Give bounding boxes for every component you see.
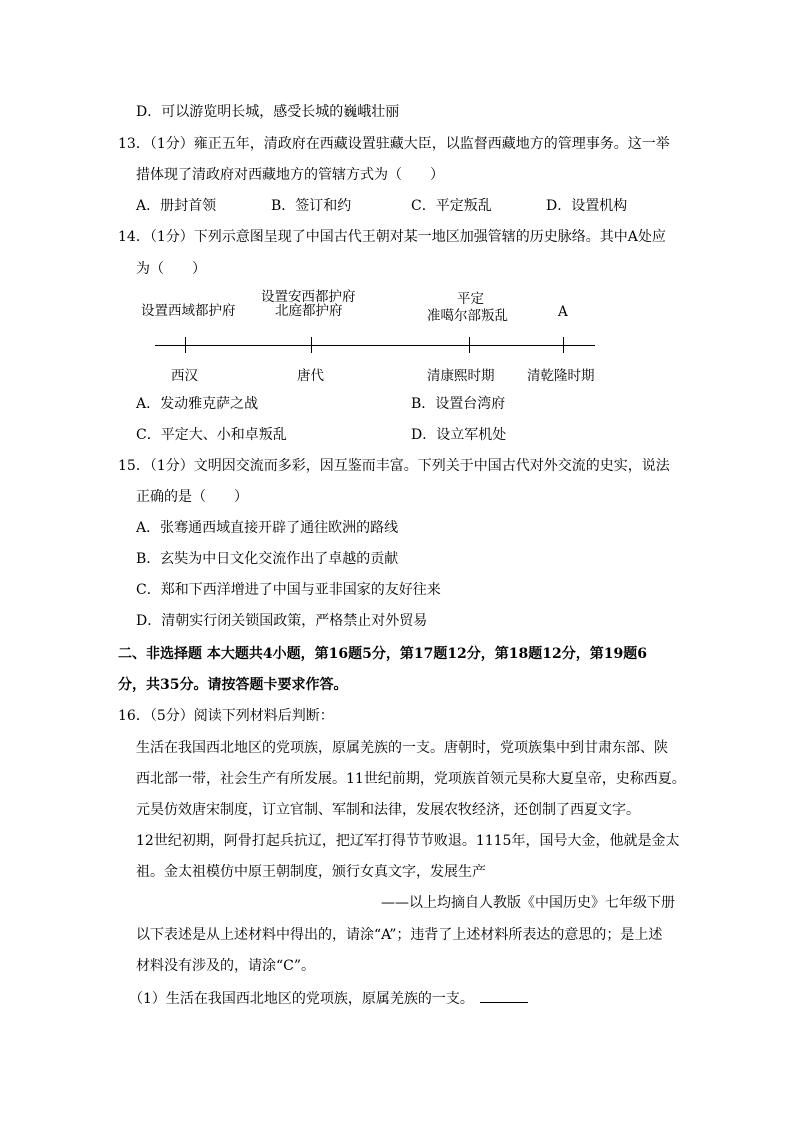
- q13-option-b: B．签订和约: [271, 198, 352, 214]
- timeline-tick-2: [311, 337, 312, 353]
- q16-material1-line3: 元昊仿效唐宋制度，订立官制、军制和法律，发展农牧经济，还创制了西夏文字。: [136, 802, 640, 818]
- q15-option-c: C．郑和下西洋增进了中国与亚非国家的友好往来: [136, 582, 441, 598]
- q16-material2-line1: 12世纪初期，阿骨打起兵抗辽，把辽军打得节节败退。1115年，国号大金，他就是金太: [136, 833, 680, 849]
- q13-stem-line1: 13．（1分）雍正五年，清政府在西藏设置驻藏大臣，以监督西藏地方的管理事务。这一举: [118, 136, 670, 152]
- timeline-event-3-label-bottom: 准噶尔部叛乱: [427, 308, 508, 324]
- section2-heading-line2: 分，共35分。请按答题卡要求作答。: [118, 677, 348, 693]
- timeline-event-1-label: 设置西域都护府: [141, 303, 236, 319]
- q12-option-d: D．可以游览明长城，感受长城的巍峨壮丽: [136, 104, 400, 120]
- timeline-era-3: 清康熙时期: [427, 368, 495, 384]
- q16-source: ——以上均摘自人教版《中国历史》七年级下册: [381, 895, 675, 911]
- q15-option-b: B．玄奘为中日文化交流作出了卓越的贡献: [136, 551, 399, 567]
- timeline-tick-3: [469, 337, 470, 353]
- timeline-era-2: 唐代: [297, 368, 324, 384]
- timeline-event-4-label: A: [558, 304, 568, 320]
- q15-option-d: D．清朝实行闭关锁国政策，严格禁止对外贸易: [136, 613, 428, 629]
- q15-stem-line1: 15．（1分）文明因交流而多彩，因互鉴而丰富。下列关于中国古代对外交流的史实，说法: [118, 458, 670, 474]
- timeline-event-3-label-top: 平定: [457, 291, 484, 307]
- q16-title: 16．（5分）阅读下列材料后判断：: [118, 708, 334, 724]
- timeline-era-4: 清乾隆时期: [527, 368, 595, 384]
- timeline-event-2-label-top: 设置安西都护府: [261, 289, 356, 305]
- section2-heading-line1: 二、非选择题 本大题共4小题，第16题5分，第17题12分，第18题12分，第19题6: [118, 646, 647, 662]
- q13-option-a: A．册封首领: [136, 198, 217, 214]
- q16-material1-line1: 生活在我国西北地区的党项族，原属羌族的一支。唐朝时，党项族集中到甘肃东部、陕: [136, 740, 668, 756]
- q14-stem-line1: 14．（1分）下列示意图呈现了中国古代王朝对某一地区加强管辖的历史脉络。其中A处应: [118, 229, 666, 245]
- q13-option-d: D．设置机构: [546, 198, 628, 214]
- q16-item-1-text: （1）生活在我国西北地区的党项族，原属羌族的一支。: [129, 991, 474, 1007]
- q16-material2-line2: 祖。金太祖模仿中原王朝制度，颁行女真文字，发展生产: [136, 864, 486, 880]
- q14-option-b: B．设置台湾府: [411, 396, 506, 412]
- timeline-era-1: 西汉: [171, 368, 198, 384]
- q16-item-1: [129, 988, 528, 1008]
- q14-stem-line2: 为（ ）: [136, 261, 206, 277]
- q14-option-a: A．发动雅克萨之战: [136, 396, 259, 412]
- q14-option-c: C．平定大、小和卓叛乱: [136, 427, 287, 443]
- timeline-tick-1: [185, 337, 186, 353]
- q16-instruction-line1: 以下表述是从上述材料中得出的，请涂“A”；违背了上述材料所表达的意思的；是上述: [136, 927, 663, 943]
- timeline-axis: [155, 345, 595, 346]
- q16-item-1-answer-blank[interactable]: [480, 988, 528, 1003]
- q16-material1-line2: 西北部一带，社会生产有所发展。11世纪前期，党项族首领元昊称大夏皇帝，史称西夏。: [136, 771, 686, 787]
- q15-option-a: A．张骞通西域直接开辟了通往欧洲的路线: [136, 520, 399, 536]
- q14-option-d: D．设立军机处: [411, 427, 507, 443]
- q13-stem-line2: 措体现了清政府对西藏地方的管辖方式为（ ）: [136, 167, 444, 183]
- timeline-event-2-label-bottom: 北庭都护府: [275, 303, 343, 319]
- q15-stem-line2: 正确的是（ ）: [136, 489, 248, 505]
- timeline-tick-4: [563, 337, 564, 353]
- q13-option-c: C．平定叛乱: [411, 198, 492, 214]
- q16-instruction-line2: 材料没有涉及的，请涂“C”。: [136, 958, 316, 974]
